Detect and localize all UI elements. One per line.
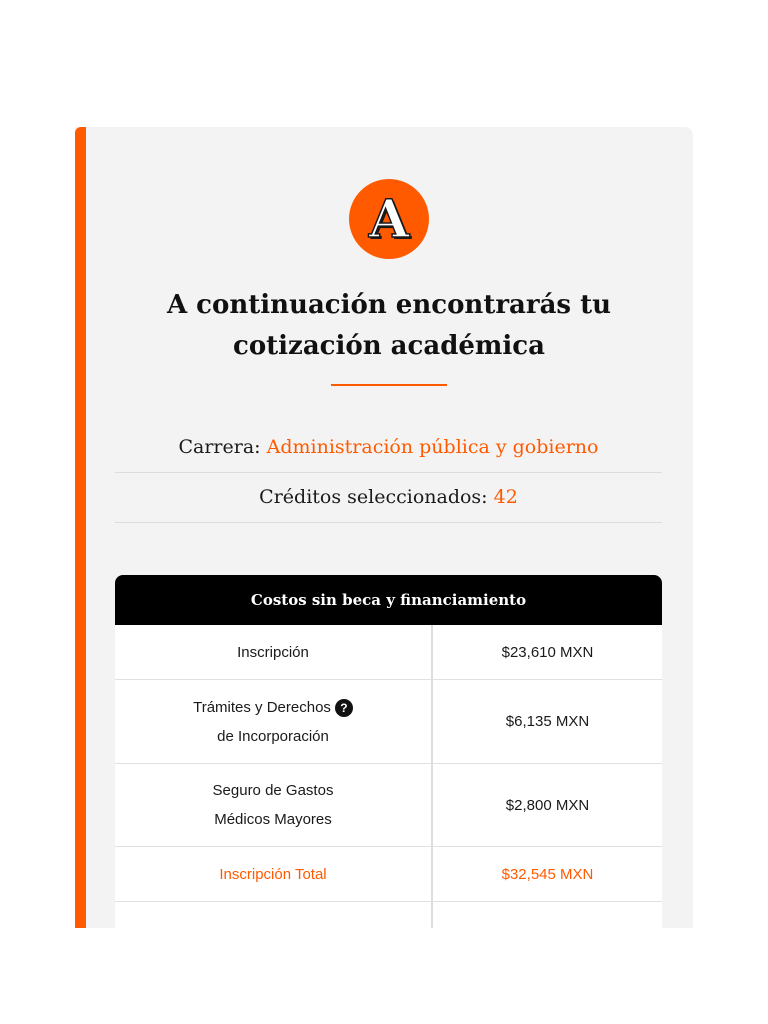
- cost-label: [115, 764, 433, 846]
- school-logo-icon: [349, 179, 429, 259]
- title-divider: [331, 384, 447, 386]
- cost-label-text: de Incorporación: [217, 727, 329, 745]
- costs-table: [115, 575, 662, 928]
- cost-value: $32,545 MXN: [501, 865, 594, 883]
- cost-label-text: Inscripción Total: [219, 865, 327, 883]
- career-label: Carrera:: [178, 436, 261, 458]
- cost-label-text: Trámites y Derechos: [193, 698, 331, 716]
- costs-table-title: Costos sin beca y financiamiento: [115, 575, 662, 625]
- cost-label-text: Médicos Mayores: [214, 811, 332, 828]
- logo-letter: A: [368, 189, 410, 250]
- cost-value: $2,800 MXN: [505, 796, 590, 814]
- cost-value: $23,610 MXN: [501, 643, 594, 661]
- page-title: A continuación encontrarás tu cotización académica: [166, 290, 612, 361]
- cost-label: [115, 902, 433, 928]
- career-value: Administración pública y gobierno: [266, 436, 599, 458]
- credits-row: [115, 473, 662, 523]
- table-row: [115, 902, 662, 928]
- table-row: [115, 680, 662, 764]
- credits-value: 42: [493, 486, 518, 508]
- cost-label: [115, 680, 433, 763]
- table-row-total: [115, 847, 662, 902]
- credits-label: Créditos seleccionados:: [259, 486, 488, 508]
- help-icon[interactable]: ?: [335, 699, 353, 717]
- cost-label: [115, 847, 433, 901]
- table-row: [115, 764, 662, 847]
- cost-label: [115, 625, 433, 679]
- career-row: [115, 427, 662, 473]
- quote-card: [75, 127, 693, 928]
- card-accent-bar: [75, 127, 86, 928]
- cost-label-text: Seguro de Gastos: [212, 782, 334, 799]
- cost-value: $6,135 MXN: [505, 713, 590, 730]
- cost-value: [433, 902, 662, 928]
- table-row: [115, 625, 662, 680]
- cost-label-text: Inscripción: [237, 643, 309, 661]
